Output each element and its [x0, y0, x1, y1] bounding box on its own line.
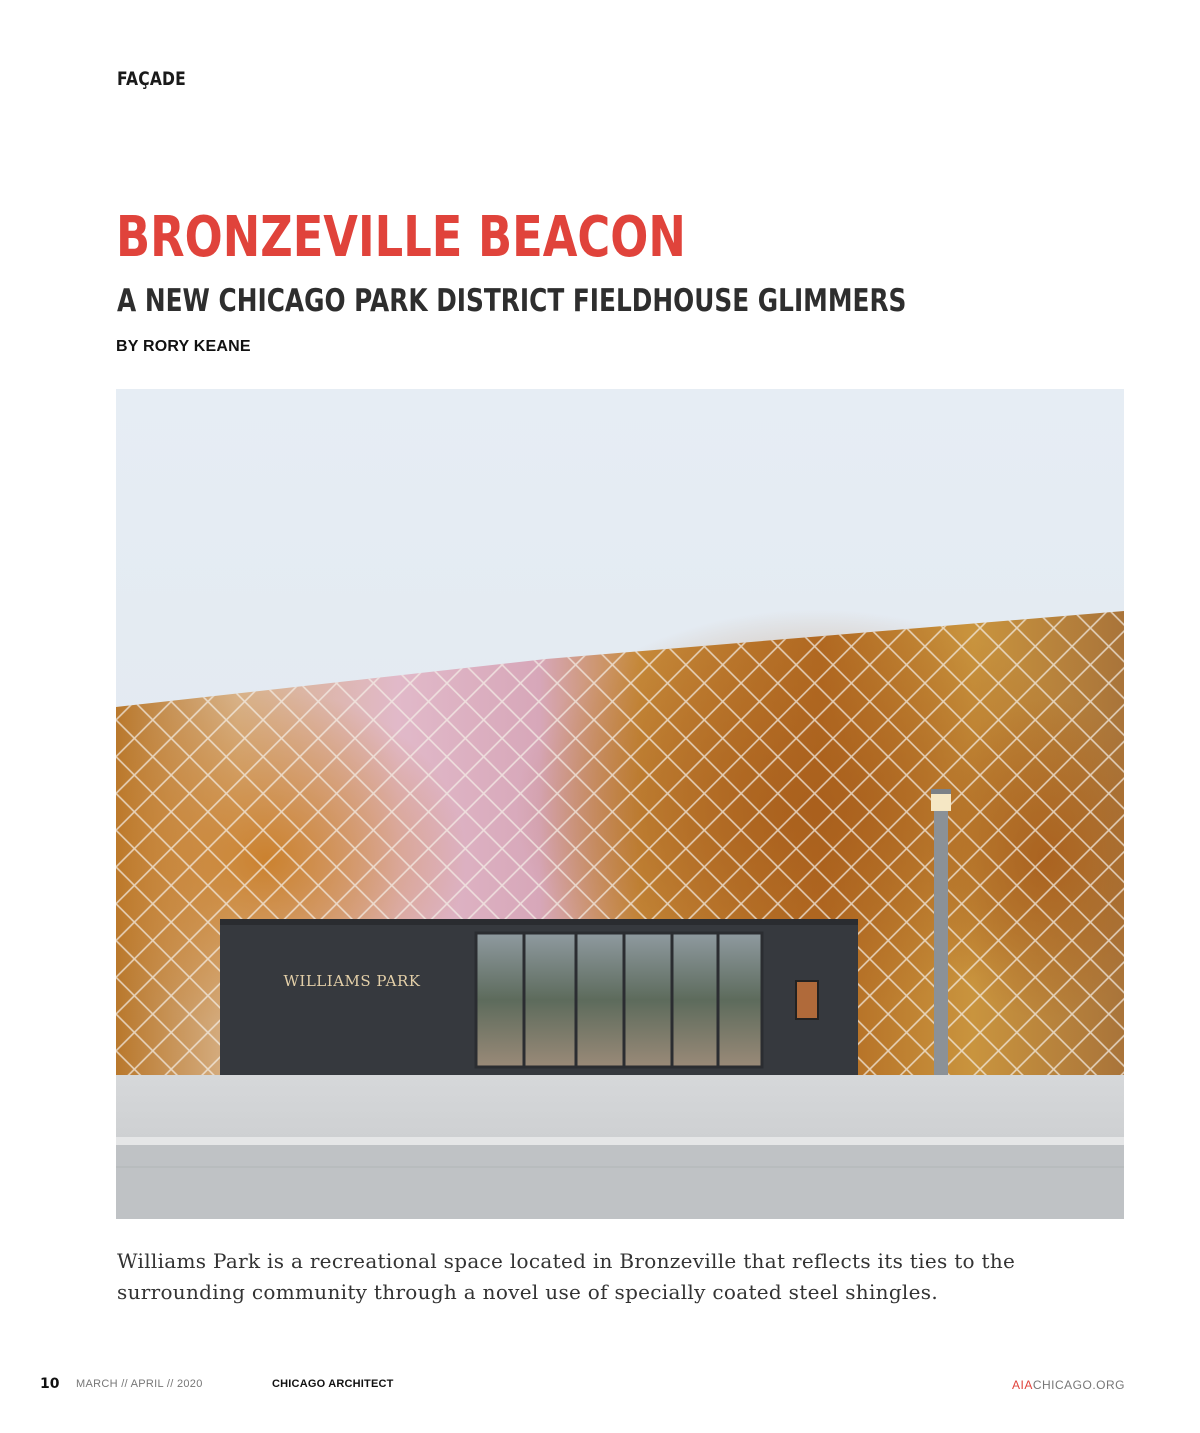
street-light: [931, 789, 951, 1113]
section-label: FAÇADE: [117, 68, 186, 90]
publication-name: CHICAGO ARCHITECT: [272, 1378, 394, 1390]
entry-sign: WILLIAMS PARK: [283, 972, 421, 990]
website-prefix: AIA: [1011, 1378, 1033, 1392]
page-number: 10: [40, 1376, 60, 1392]
entry-canopy: [220, 919, 858, 1077]
website-suffix: CHICAGO.ORG: [1032, 1378, 1125, 1392]
issue-date: MARCH // APRIL // 2020: [76, 1378, 203, 1390]
photo-caption: Williams Park is a recreational space located in Bronzeville that reflects its ties to the surrounding community through a novel use of specially coated steel shingles.: [117, 1249, 1016, 1304]
feature-photo: [116, 389, 1124, 1219]
byline: BY RORY KEANE: [116, 338, 251, 355]
article-title: BRONZEVILLE BEACON: [116, 205, 686, 270]
page-footer: [0, 1376, 1200, 1396]
website-link[interactable]: [1012, 1378, 1125, 1392]
article-subtitle: A NEW CHICAGO PARK DISTRICT FIELDHOUSE GLIMMERS: [117, 283, 907, 319]
